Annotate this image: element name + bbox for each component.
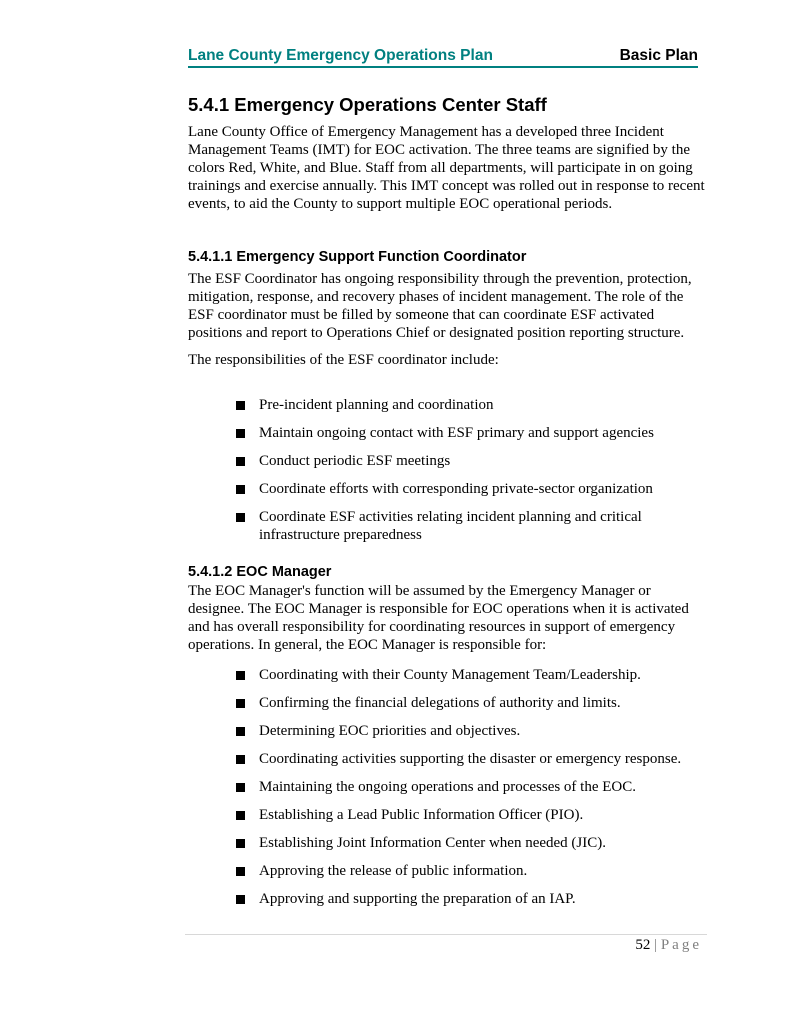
list-item: Coordinate efforts with corresponding private-sector organization	[236, 480, 706, 498]
bullet-icon	[236, 727, 245, 736]
section-5-4-1	[188, 94, 710, 213]
section-body: Lane County Office of Emergency Management has a developed three Incident Management Teams (IMT) for EOC activation. The three teams are signified by the colors Red, White, and Blue. Staff from all departments, will participate in on going trainings and exercise annually. This IMT concept was rolled out in response to recent events, to aid the County to support multiple EOC operational periods.	[188, 124, 705, 212]
list-item: Establishing Joint Information Center when needed (JIC).	[236, 834, 706, 852]
list-item: Confirming the financial delegations of authority and limits.	[236, 694, 706, 712]
bullet-icon	[236, 457, 245, 466]
list-item: Approving the release of public information.	[236, 862, 706, 880]
section-heading: 5.4.1 Emergency Operations Center Staff	[188, 94, 547, 115]
bullet-icon	[236, 401, 245, 410]
section-5-4-1-2	[188, 563, 710, 654]
bullet-icon	[236, 485, 245, 494]
bullet-icon	[236, 699, 245, 708]
subsection-heading: 5.4.1.1 Emergency Support Function Coordinator	[188, 249, 527, 265]
list-item: Coordinating with their County Management Team/Leadership.	[236, 666, 706, 684]
bullet-icon	[236, 513, 245, 522]
document-title: Lane County Emergency Operations Plan	[188, 47, 493, 64]
list-item: Establishing a Lead Public Information Officer (PIO).	[236, 806, 706, 824]
footer-rule	[185, 934, 707, 935]
subsection-body: The ESF Coordinator has ongoing responsibility through the prevention, protection, mitigation, response, and recovery phases of incident management. The role of the ESF coordinator must be filled by someone that can coordinate ESF activated positions and report to Operations Chief or designated position reporting structure.	[188, 271, 692, 341]
list-item: Coordinating activities supporting the disaster or emergency response.	[236, 750, 706, 768]
subsection-body: The EOC Manager's function will be assumed by the Emergency Manager or designee. The EOC Manager is responsible for EOC operations when it is activated and has overall responsibility for coordinating resources in support of emergency operations. In general, the EOC Manager is responsible for:	[188, 583, 689, 653]
bullet-icon	[236, 783, 245, 792]
bullet-icon	[236, 671, 245, 680]
page-header	[188, 46, 698, 68]
list-item: Pre-incident planning and coordination	[236, 396, 706, 414]
list-item: Conduct periodic ESF meetings	[236, 452, 706, 470]
bullet-icon	[236, 755, 245, 764]
list-item: Approving and supporting the preparation of an IAP.	[236, 890, 706, 908]
bullet-icon	[236, 839, 245, 848]
list-item: Determining EOC priorities and objectives.	[236, 722, 706, 740]
list-item: Maintain ongoing contact with ESF primary and support agencies	[236, 424, 706, 442]
page-number: 52 | Page	[635, 937, 702, 953]
bullet-icon	[236, 867, 245, 876]
bullet-icon	[236, 895, 245, 904]
section-name: Basic Plan	[619, 47, 698, 64]
list-item: Maintaining the ongoing operations and processes of the EOC.	[236, 778, 706, 796]
section-5-4-1-1	[188, 248, 710, 369]
eoc-manager-responsibilities-list	[236, 666, 706, 918]
bullet-icon	[236, 811, 245, 820]
subsection-heading: 5.4.1.2 EOC Manager	[188, 564, 332, 580]
bullet-icon	[236, 429, 245, 438]
list-item: Coordinate ESF activities relating incident planning and critical infrastructure preparedness	[236, 508, 706, 544]
subsection-intro: The responsibilities of the ESF coordinator include:	[188, 352, 499, 368]
esf-responsibilities-list	[236, 396, 706, 554]
